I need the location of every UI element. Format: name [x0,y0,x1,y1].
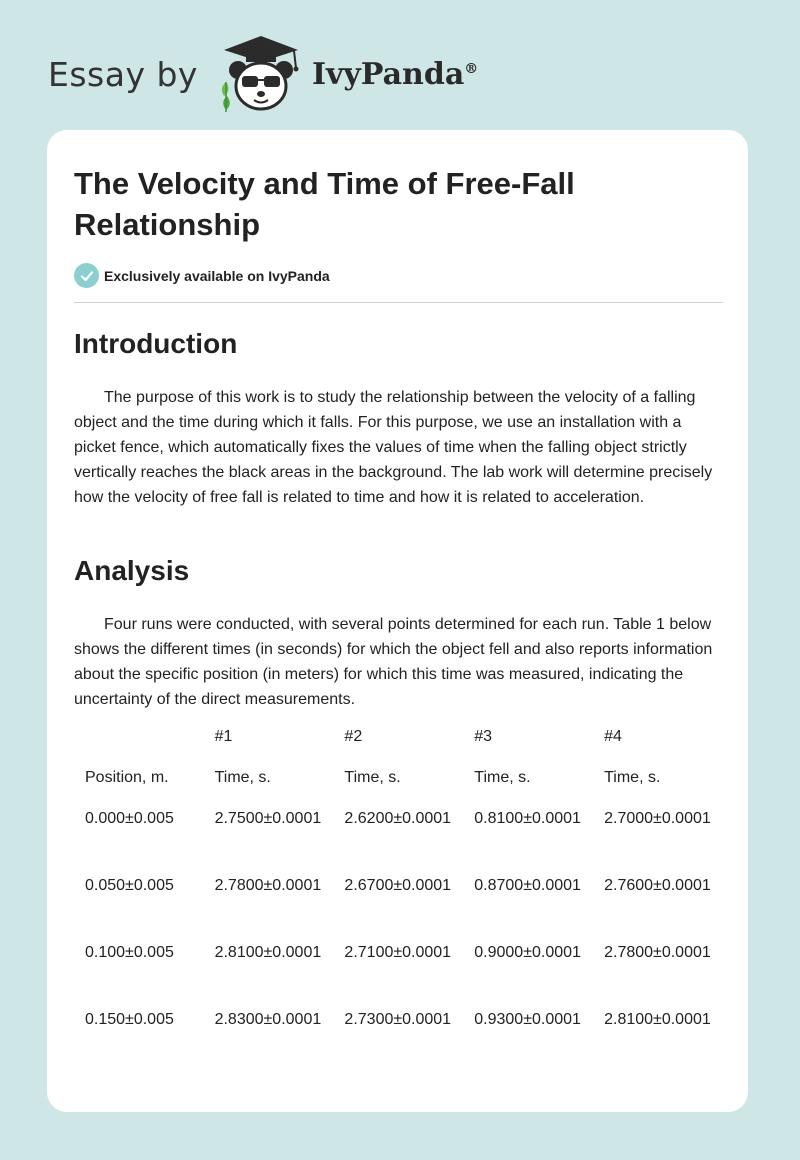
table-header-cell: #1 [214,728,233,745]
exclusive-badge [74,263,330,288]
measurements-table [74,724,723,1074]
table-header-cell: #3 [474,728,493,745]
table-cell: 2.7300±0.0001 [344,1011,452,1028]
essay-card [47,130,748,1112]
table-cell: 2.7000±0.0001 [604,810,711,827]
table-cell: 2.6700±0.0001 [344,877,452,894]
table-label-cell: Time, s. [344,769,401,786]
table-cell: 0.150±0.005 [85,1011,174,1028]
table-cell: 0.050±0.005 [85,877,174,894]
table-row [74,806,723,873]
table-header-cell [74,724,204,765]
table-cell: 0.100±0.005 [85,944,174,961]
table-cell: 2.7500±0.0001 [214,810,322,827]
page-title: The Velocity and Time of Free-Fall Relationship [74,166,575,242]
table-cell: 2.8300±0.0001 [214,1011,322,1028]
table-row [74,1007,723,1074]
table-cell: 0.8100±0.0001 [474,810,581,827]
table-header-row [74,724,723,765]
table-cell: 2.7800±0.0001 [604,944,711,961]
table-cell: 2.7100±0.0001 [344,944,452,961]
table-cell: 0.000±0.005 [85,810,174,827]
panda-logo-icon [216,34,306,114]
table-cell: 2.7800±0.0001 [214,877,322,894]
table-cell: 0.8700±0.0001 [474,877,581,894]
table-label-row [74,765,723,806]
table-cell: 2.8100±0.0001 [604,1011,711,1028]
section-heading-introduction: Introduction [74,328,238,359]
section-heading-analysis: Analysis [74,555,190,586]
table-cell: 0.9300±0.0001 [474,1011,581,1028]
check-icon [74,263,99,288]
table-label-cell: Time, s. [604,769,661,786]
title-divider [74,302,723,303]
table-label-cell: Time, s. [474,769,531,786]
table-header-cell: #4 [604,728,622,745]
table-label-cell: Time, s. [214,769,271,786]
table-header-cell: #2 [344,728,363,745]
brand-name [312,57,478,92]
analysis-paragraph: Four runs were conducted, with several points determined for each run. Table 1 below shows the different times (in seconds) for which the object fell and also reports information about the specific position (in meters) for which this time was measured, indicating the uncertainty of the direct measurements. [74,616,713,708]
table-label-cell: Position, m. [85,769,169,786]
table-cell: 0.9000±0.0001 [474,944,581,961]
table-row [74,940,723,1007]
brand-name-text: IvyPanda [311,56,465,92]
table-cell: 2.7600±0.0001 [604,877,711,894]
table-cell: 2.6200±0.0001 [344,810,452,827]
brand-prefix: Essay by [48,54,198,94]
brand-header[interactable] [48,34,478,114]
table-cell: 2.8100±0.0001 [214,944,322,961]
registered-mark: ® [464,60,479,77]
badge-label: Exclusively available on IvyPanda [104,267,330,284]
table-row [74,873,723,940]
introduction-paragraph: The purpose of this work is to study the relationship between the velocity of a falling object and the time during which it falls. For this purpose, we use an installation with a picket fence, which automatically fixes the values of time when the falling object strictly vertically reaches the black areas in the background. The lab work will determine precisely how the velocity of free fall is related to time and how it is related to acceleration. [74,389,713,506]
